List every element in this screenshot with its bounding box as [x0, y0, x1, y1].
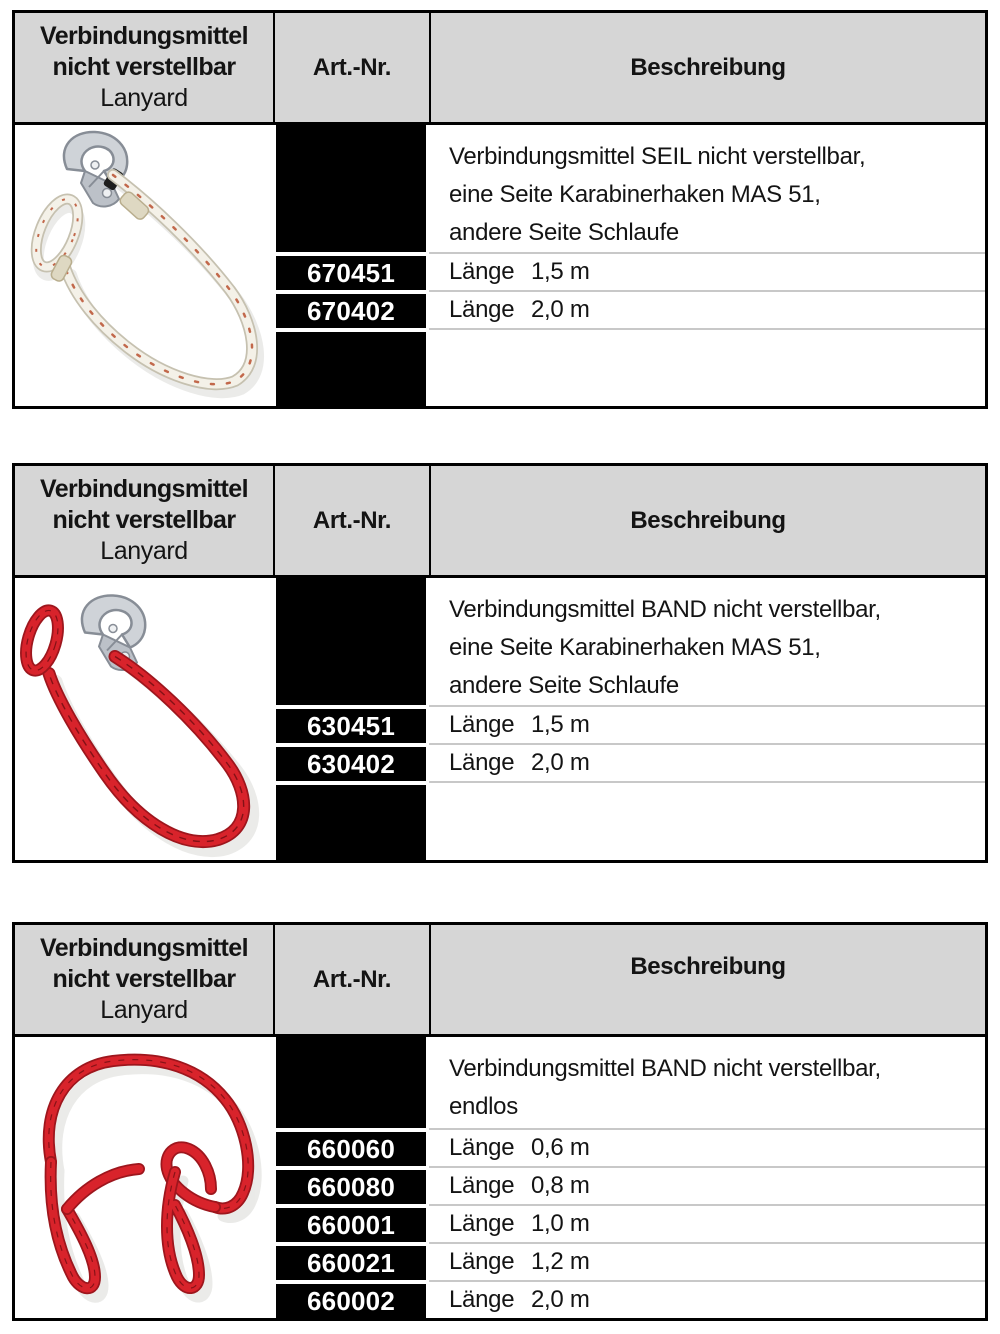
table-header	[15, 925, 985, 1037]
column-header-art-nr	[273, 13, 429, 122]
product-group-title	[15, 466, 273, 575]
table-body	[15, 1037, 985, 1318]
title-line-1: Verbindungsmittel	[40, 475, 248, 503]
description-column	[429, 578, 985, 860]
description-line: andere Seite Schlaufe	[449, 219, 679, 246]
length-row	[429, 743, 985, 781]
column-header-beschreibung	[429, 466, 985, 575]
table-body	[15, 125, 985, 406]
title-line-2: nicht verstellbar	[52, 53, 236, 81]
description-line: andere Seite Schlaufe	[449, 672, 679, 699]
product-photo-rope-lanyard	[15, 125, 273, 406]
product-group-title	[15, 925, 273, 1034]
length-row	[429, 252, 985, 290]
length-label: Länge	[449, 296, 515, 323]
art-nr-filler	[276, 781, 426, 860]
description-line: eine Seite Karabinerhaken MAS 51,	[449, 634, 821, 661]
product-table-seil	[12, 10, 988, 409]
art-nr-cell: 670451	[276, 252, 426, 290]
title-line-3: Lanyard	[100, 84, 188, 112]
title-line-2: nicht verstellbar	[52, 506, 236, 534]
title-line-2: nicht verstellbar	[52, 965, 236, 993]
art-nr-spacer	[276, 1037, 426, 1128]
description-line: Verbindungsmittel SEIL nicht verstellbar,	[449, 143, 866, 170]
length-value: 1,0 m	[531, 1210, 590, 1237]
product-description	[429, 125, 985, 252]
length-row	[429, 1166, 985, 1204]
length-label: Länge	[449, 1248, 515, 1275]
table-body	[15, 578, 985, 860]
art-nr-cell: 660080	[276, 1166, 426, 1204]
rope-lanyard-illustration	[15, 125, 273, 406]
length-row	[429, 1280, 985, 1318]
product-photo-endless-loop	[15, 1037, 273, 1318]
length-value: 1,5 m	[531, 711, 590, 738]
art-nr-spacer	[276, 125, 426, 252]
product-description	[429, 1037, 985, 1128]
length-row	[429, 705, 985, 743]
length-label: Länge	[449, 1134, 515, 1161]
art-nr-column	[273, 578, 429, 860]
webbing-lanyard-illustration	[15, 578, 273, 860]
length-value: 0,6 m	[531, 1134, 590, 1161]
description-column	[429, 125, 985, 406]
art-nr-label: Art.-Nr.	[312, 53, 392, 81]
art-nr-cell: 660001	[276, 1204, 426, 1242]
art-nr-label: Art.-Nr.	[312, 965, 392, 993]
length-label: Länge	[449, 1286, 515, 1313]
length-value: 1,2 m	[531, 1248, 590, 1275]
product-photo-webbing-lanyard	[15, 578, 273, 860]
rope-eye-loop	[28, 193, 86, 272]
description-filler	[429, 781, 985, 860]
art-nr-label: Art.-Nr.	[312, 506, 392, 534]
description-filler	[429, 328, 985, 406]
length-value: 0,8 m	[531, 1172, 590, 1199]
column-header-beschreibung	[429, 925, 985, 1034]
art-nr-cell: 660002	[276, 1280, 426, 1318]
beschreibung-label: Beschreibung	[630, 53, 786, 81]
art-nr-column	[273, 1037, 429, 1318]
product-table-band-endlos	[12, 922, 988, 1321]
product-description	[429, 578, 985, 705]
title-line-1: Verbindungsmittel	[40, 934, 248, 962]
webbing-eye-loop	[20, 607, 64, 674]
length-value: 1,5 m	[531, 258, 590, 285]
length-value: 2,0 m	[531, 296, 590, 323]
beschreibung-label: Beschreibung	[630, 506, 786, 534]
length-value: 2,0 m	[531, 1286, 590, 1313]
column-header-art-nr	[273, 925, 429, 1034]
length-value: 2,0 m	[531, 749, 590, 776]
description-line: endlos	[449, 1093, 518, 1120]
length-label: Länge	[449, 258, 515, 285]
length-label: Länge	[449, 1210, 515, 1237]
table-header	[15, 466, 985, 578]
column-header-art-nr	[273, 466, 429, 575]
art-nr-cell: 670402	[276, 290, 426, 328]
description-column	[429, 1037, 985, 1318]
title-line-3: Lanyard	[100, 537, 188, 565]
art-nr-cell: 630402	[276, 743, 426, 781]
title-line-1: Verbindungsmittel	[40, 22, 248, 50]
table-header	[15, 13, 985, 125]
description-line: Verbindungsmittel BAND nicht verstellbar,	[449, 596, 881, 623]
art-nr-spacer	[276, 578, 426, 705]
column-header-beschreibung	[429, 13, 985, 122]
length-label: Länge	[449, 711, 515, 738]
art-nr-column	[273, 125, 429, 406]
title-line-3: Lanyard	[100, 996, 188, 1024]
product-table-band	[12, 463, 988, 863]
length-row	[429, 1204, 985, 1242]
art-nr-cell: 630451	[276, 705, 426, 743]
length-label: Länge	[449, 1172, 515, 1199]
description-line: Verbindungsmittel BAND nicht verstellbar,	[449, 1055, 881, 1082]
art-nr-cell: 660060	[276, 1128, 426, 1166]
length-row	[429, 1242, 985, 1280]
length-row	[429, 290, 985, 328]
length-row	[429, 1128, 985, 1166]
endless-loop-illustration	[15, 1037, 273, 1318]
description-line: eine Seite Karabinerhaken MAS 51,	[449, 181, 821, 208]
art-nr-filler	[276, 328, 426, 406]
beschreibung-label: Beschreibung	[630, 953, 786, 980]
art-nr-cell: 660021	[276, 1242, 426, 1280]
length-label: Länge	[449, 749, 515, 776]
product-group-title	[15, 13, 273, 122]
